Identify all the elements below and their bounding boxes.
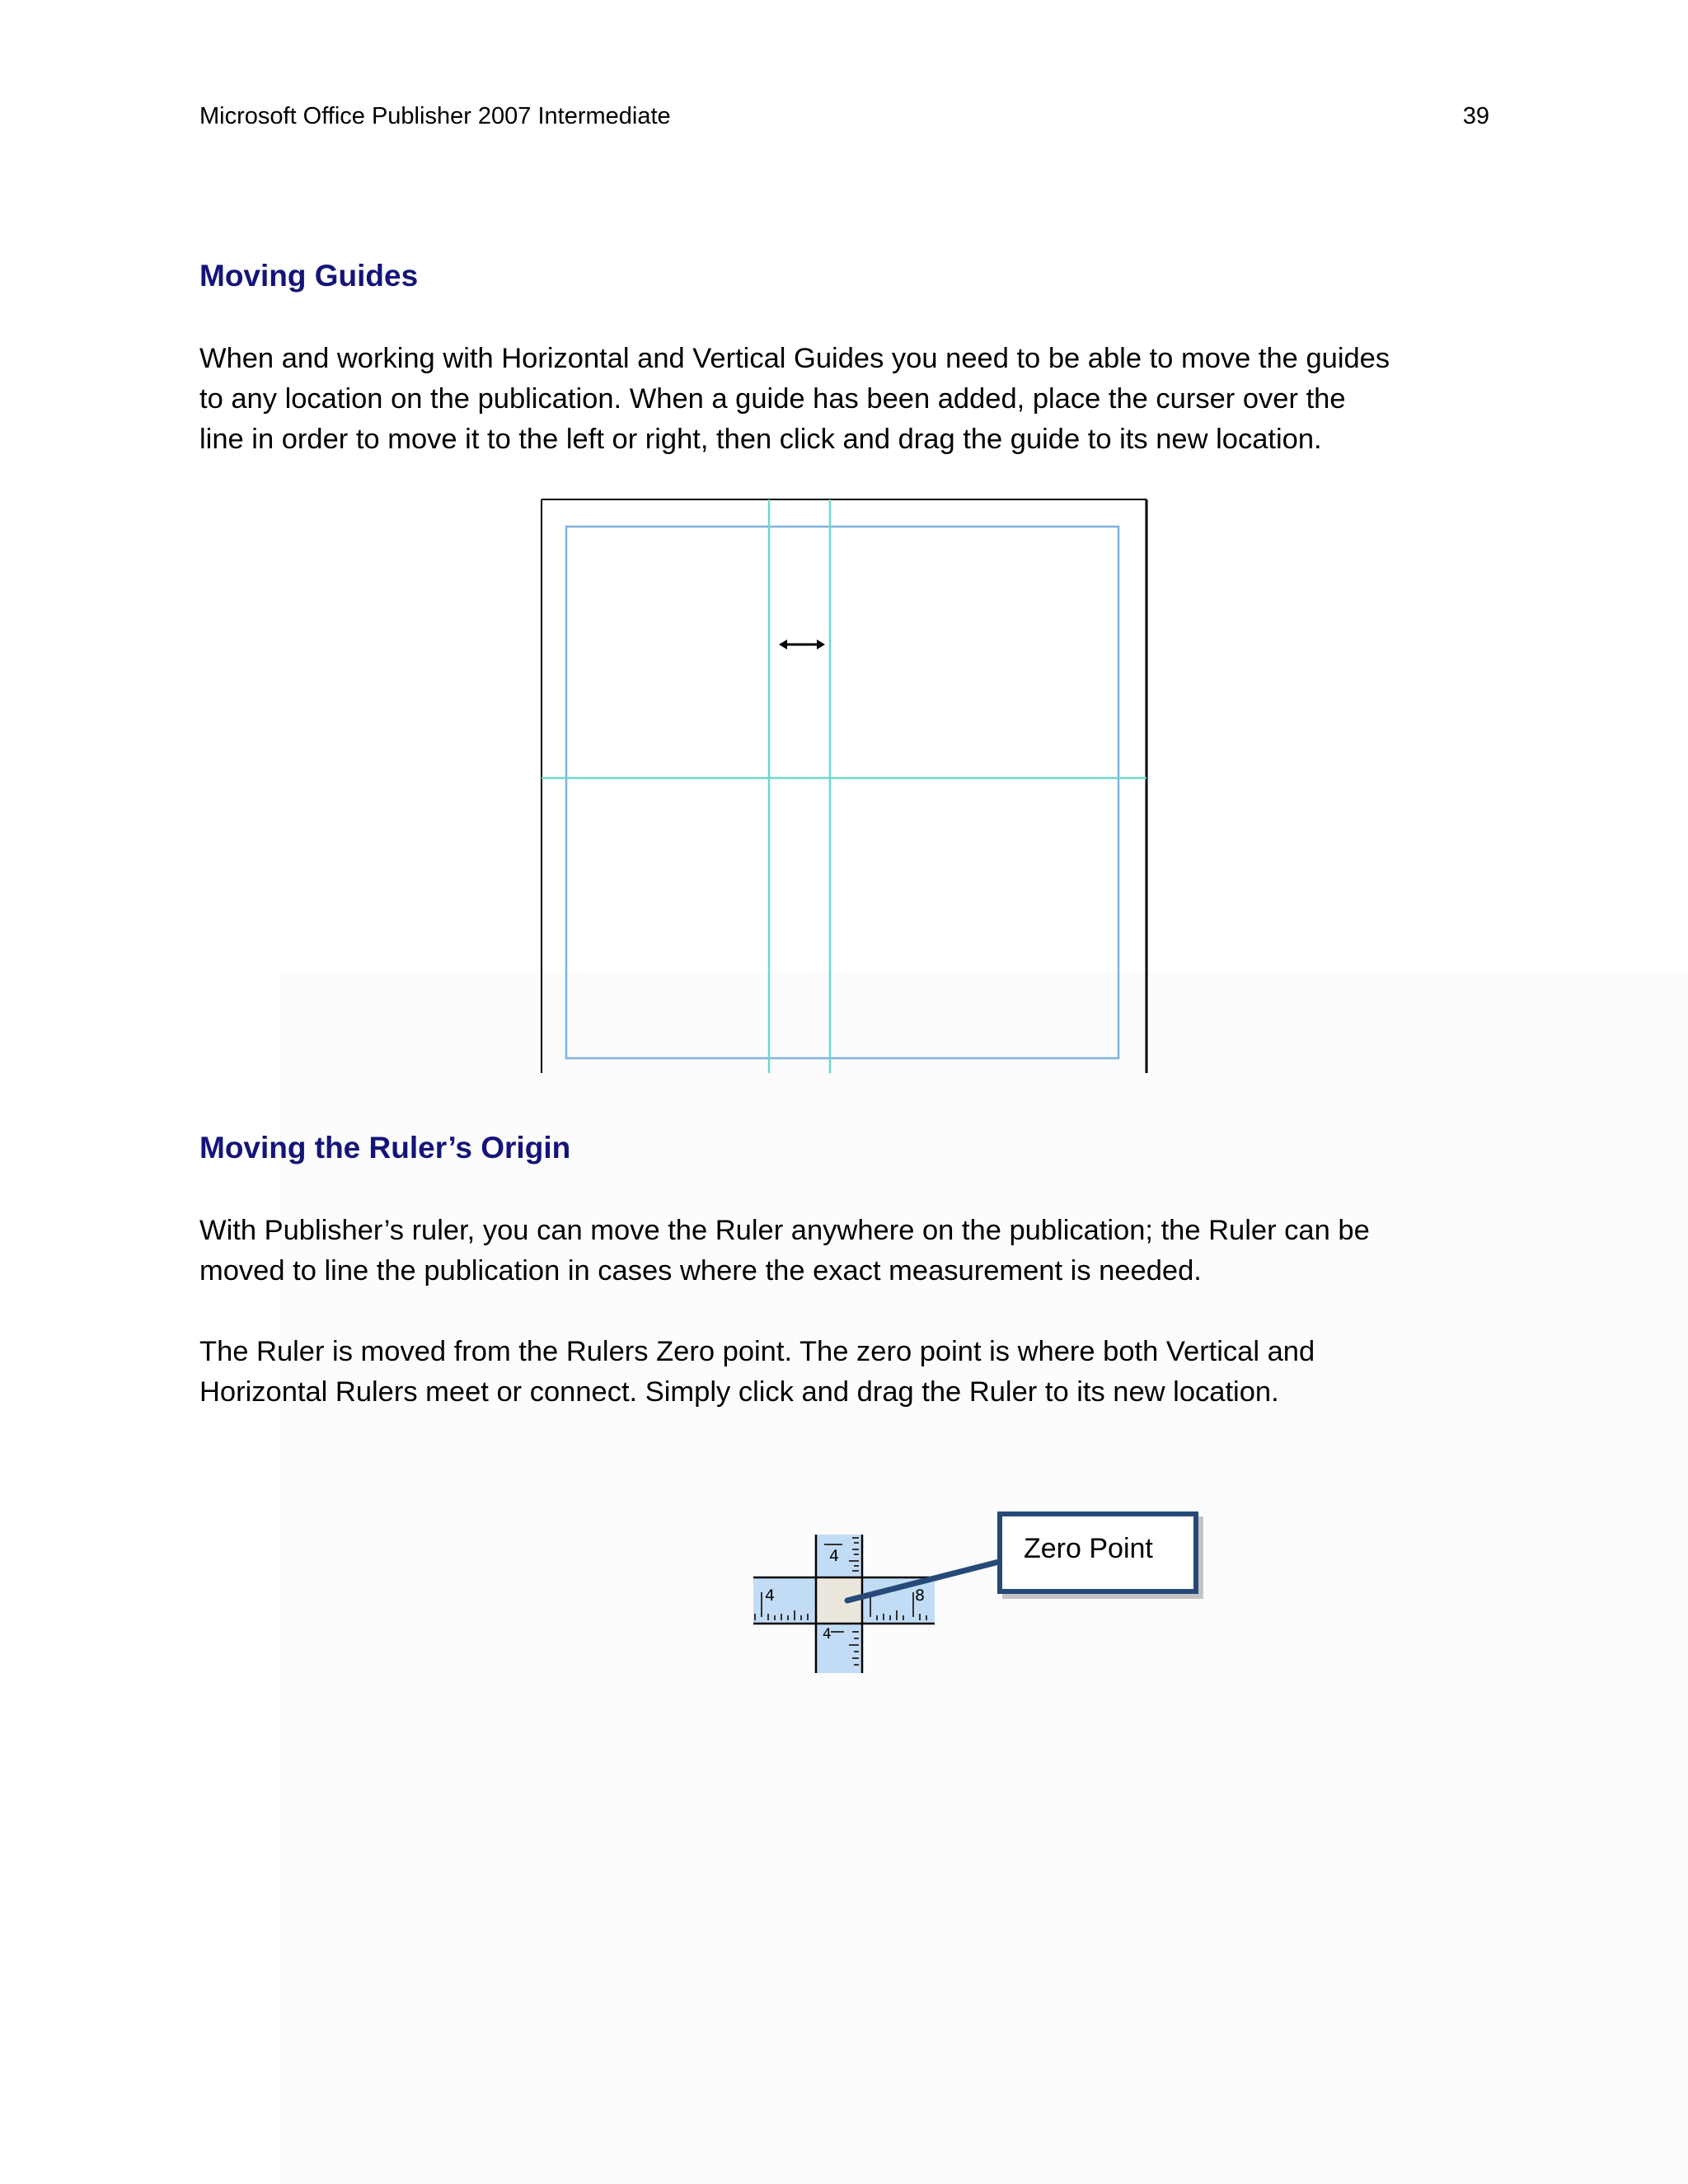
ruler-tick-label: 4 <box>765 1586 776 1605</box>
zero-point-callout <box>997 1511 1198 1594</box>
moving-guides-paragraph <box>199 339 1502 460</box>
text-line: With Publisher’s ruler, you can move the Ruler anywhere on the publication; the Ruler can be <box>199 1215 1370 1246</box>
ruler-paragraph-2 <box>199 1332 1502 1413</box>
text-line: line in order to move it to the left or right, then click and drag the guide to its new location. <box>199 424 1322 455</box>
guides-illustration <box>540 498 1150 1075</box>
section-heading-moving-ruler-origin: Moving the Ruler’s Origin <box>199 1131 571 1165</box>
text-line: Horizontal Rulers meet or connect. Simply click and drag the Ruler to its new location. <box>199 1376 1279 1408</box>
ruler-tick-label: 4 <box>829 1547 840 1565</box>
text-line: moved to line the publication in cases where the exact measurement is needed. <box>199 1255 1202 1286</box>
margin-guide <box>566 527 1118 1058</box>
callout-label: Zero Point <box>1024 1533 1153 1564</box>
ruler-tick-label: 8 <box>915 1586 926 1605</box>
section-heading-moving-guides: Moving Guides <box>199 259 419 293</box>
callout-connector-line <box>841 1558 1022 1607</box>
page-number: 39 <box>1462 103 1489 129</box>
running-header-title: Microsoft Office Publisher 2007 Intermediate <box>199 103 671 129</box>
ruler-paragraph-1 <box>199 1211 1502 1291</box>
ruler-tick-label: 4 <box>823 1626 832 1643</box>
text-line: When and working with Horizontal and Vertical Guides you need to be able to move the guides <box>199 343 1390 374</box>
text-line: The Ruler is moved from the Rulers Zero point. The zero point is where both Vertical and <box>199 1336 1315 1367</box>
text-line: to any location on the publication. When a guide has been added, place the curser over the <box>199 383 1346 415</box>
horizontal-resize-cursor-icon <box>779 640 825 649</box>
